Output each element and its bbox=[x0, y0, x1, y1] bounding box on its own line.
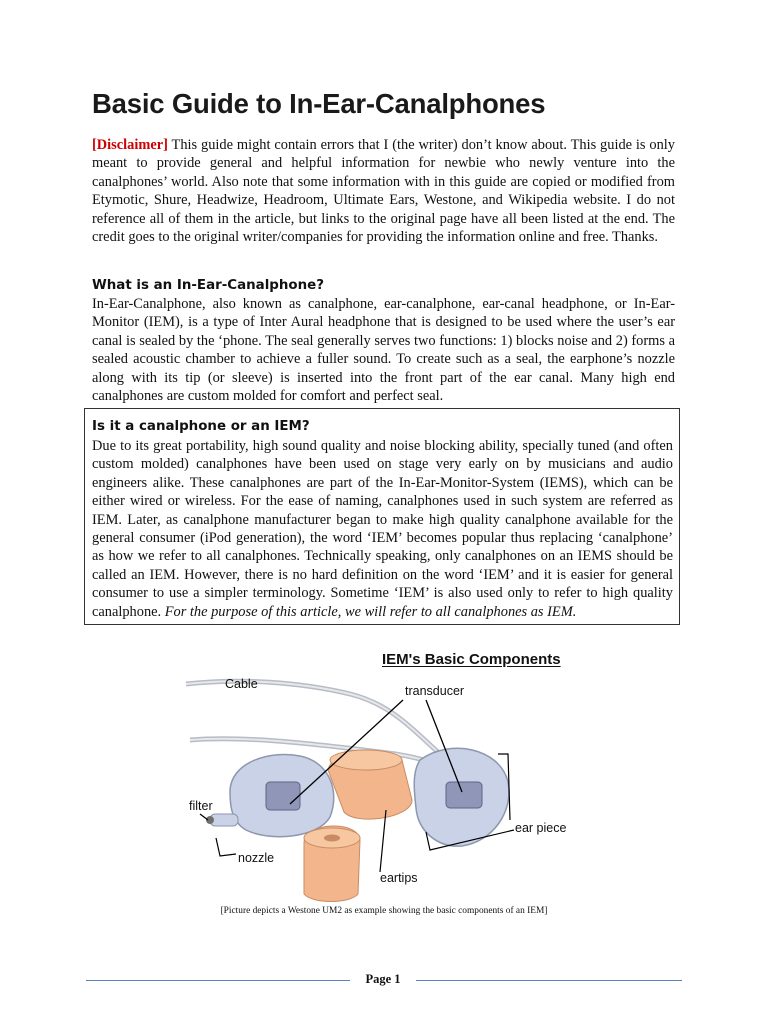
label-filter: filter bbox=[189, 799, 213, 813]
section-paragraph-what-is: In-Ear-Canalphone, also known as canalphone, ear-canalphone, ear-canal headphone, or In-Ear-Monitor (IEM), is a type of Inter Aural headphone that is designed to be used where the user’s ear canal is sealed by the ‘phone. The seal generally serves two functions: 1) blocks noise and 2) forms a sealed acoustic chamber to achieve a fuller sound. To create such as a seal, the earphone’s nozzle along with its tip (or sleeve) is inserted into the front part of the ear canal. Many high end canalphones are custom molded for comfort and perfect seal. bbox=[92, 296, 675, 405]
eartips-leader bbox=[380, 810, 386, 872]
page-number: Page 1 bbox=[365, 972, 401, 986]
label-eartips: eartips bbox=[380, 871, 418, 885]
page-title: Basic Guide to In-Ear-Canalphones bbox=[92, 88, 546, 119]
left-transducer bbox=[266, 782, 300, 810]
label-transducer: transducer bbox=[405, 684, 465, 698]
foam-eartip-bore bbox=[324, 835, 340, 842]
label-nozzle: nozzle bbox=[238, 851, 275, 865]
disclaimer-tag: [Disclaimer] bbox=[92, 137, 168, 153]
right-transducer bbox=[446, 782, 482, 808]
label-ear-piece: ear piece bbox=[515, 821, 567, 835]
filter-leader bbox=[200, 814, 208, 820]
disclaimer-paragraph bbox=[92, 136, 675, 246]
foam-eartip-top bbox=[330, 750, 402, 770]
label-cable: Cable bbox=[225, 677, 258, 691]
callout-text: Due to its great portability, high sound quality and noise blocking ability, specially tuned (and often custom molded) canalphones have been used on stage very early on by musicians and audio engineers alike. These canalphones are part of the In-Ear-Monitor-System (IEMS), which can be either wired or wireless. For the ease of naming, canalphones used in such system are referred as IEM. Later, as canalphone manufacturer began to make high quality canalphone available for the general consumer (iPod generation), the word ‘IEM’ becomes popular thus replacing ‘canalphone’ as how we refer to all canalphones. Technically speaking, only canalphones on an IEMS should be called an IEM. However, there is no hard definition on the word ‘IEM’ and it is easier for general consumer to use a simpler terminology. Sometime ‘IEM’ is also used only to refer to high quality canalphone. bbox=[92, 438, 673, 620]
nozzle-bracket bbox=[216, 838, 236, 856]
callout-paragraph bbox=[92, 437, 673, 621]
footer-rule-right bbox=[416, 980, 682, 981]
callout-heading: Is it a canalphone or an IEM? bbox=[92, 419, 310, 434]
figure-caption: [Picture depicts a Westone UM2 as example showing the basic components of an IEM] bbox=[220, 906, 548, 916]
iem-components-figure bbox=[180, 642, 600, 904]
section-heading-what-is: What is an In-Ear-Canalphone? bbox=[92, 278, 324, 293]
callout-italic-text: For the purpose of this article, we will refer to all canalphones as IEM. bbox=[164, 603, 577, 620]
nozzle-shape bbox=[210, 814, 238, 826]
footer-rule-left bbox=[86, 980, 350, 981]
figure-title: IEM's Basic Components bbox=[382, 651, 561, 668]
callout-box bbox=[84, 408, 680, 625]
disclaimer-text: This guide might contain errors that I (the writer) don’t know about. This guide is only meant to provide general and helpful information for newbie who newly venture into the canalphones’ world. Also note that some information with in this guide are copied or modified from Etymotic, Shure, Headwize, Headroom, Ultimate Ears, Westone, and Wikipedia website. I do not reference all of them in the article, but links to the original page have all been listed at the end. The credit goes to the original writer/companies for providing the information online and free. Thanks. bbox=[92, 137, 675, 246]
